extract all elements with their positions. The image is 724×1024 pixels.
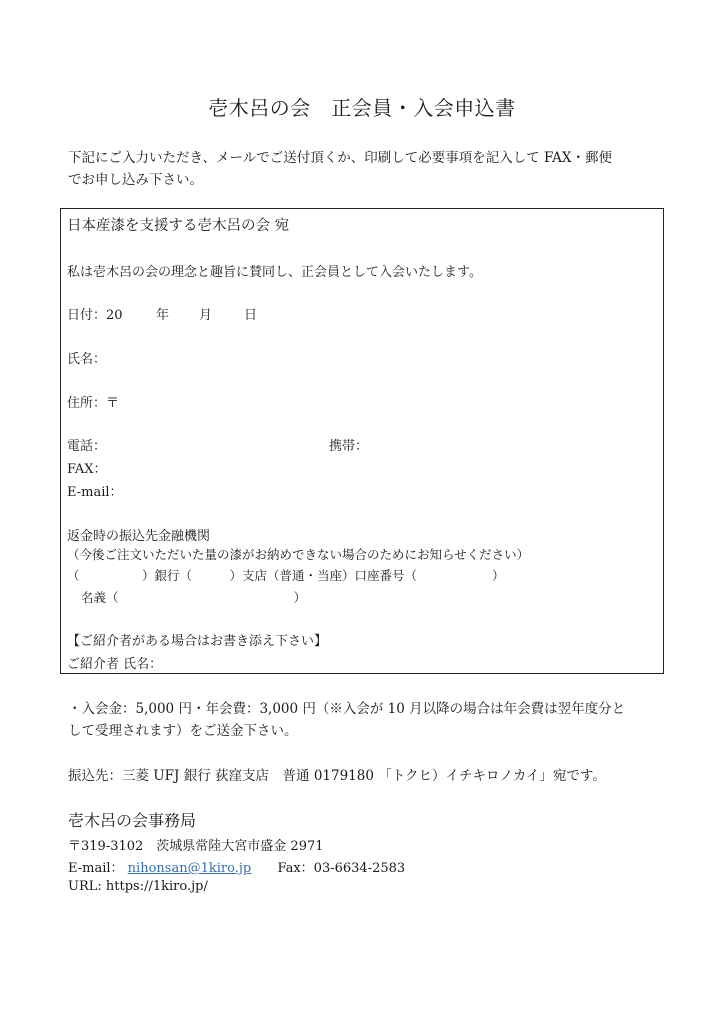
name-label: 氏名： xyxy=(67,352,107,367)
refund-note: （今後ご注文いただいた量の漆がお納めできない場合のためにお知らせください） xyxy=(67,547,530,562)
office-url: URL: https://1kiro.jp/ xyxy=(68,879,208,894)
fax-label: FAX： xyxy=(67,462,107,477)
phone-label: 電話： xyxy=(67,439,107,454)
day-label: 日 xyxy=(244,308,258,323)
address-label: 住所：〒 xyxy=(67,396,120,411)
page-title: 壱木呂の会 正会員・入会申込書 xyxy=(208,96,516,120)
application-form-box xyxy=(60,208,664,674)
referral-heading: 【ご紹介者がある場合はお書き添え下さい】 xyxy=(67,634,328,649)
refund-heading: 返金時の振込先金融機関 xyxy=(67,529,211,544)
form-statement: 私は壱木呂の会の理念と趣旨に賛同し、正会員として入会いたします。 xyxy=(67,265,482,280)
office-postal-address: 〒319-3102 茨城県常陸大宮市盛金 2971 xyxy=(68,839,324,854)
month-label: 月 xyxy=(199,308,213,323)
office-email-link[interactable]: nihonsan@1kiro.jp xyxy=(127,861,252,876)
transfer-info: 振込先：三菱 UFJ 銀行 荻窪支店 普通 0179180 「トクヒ）イチキロノカイ」宛です。 xyxy=(68,768,606,784)
office-title: 壱木呂の会事務局 xyxy=(68,811,197,830)
date-label: 日付：20 xyxy=(67,308,123,323)
fees-line-2: して受理されます）をご送金下さい。 xyxy=(68,723,298,739)
year-label: 年 xyxy=(156,308,170,323)
intro-line-1: 下記にご入力いただき、メールでご送付頂くか、印刷して必要事項を記入して FAX・郵便 xyxy=(68,150,613,166)
referral-name-label: ご紹介者 氏名： xyxy=(67,657,163,672)
bank-line: （ ）銀行（ ）支店（普通・当座）口座番号（ ） xyxy=(67,568,505,583)
office-email-label: E-mail： xyxy=(68,861,124,876)
mobile-label: 携帯： xyxy=(329,439,369,454)
email-label: E-mail： xyxy=(67,485,123,500)
intro-line-2: でお申し込み下さい。 xyxy=(68,172,203,188)
fees-line-1: ・入会金：5,000 円・年会費：3,000 円（※入会が 10 月以降の場合は年会費は翌年度分と xyxy=(68,701,626,717)
form-addressee: 日本産漆を支援する壱木呂の会 宛 xyxy=(67,218,290,234)
office-contact-line xyxy=(68,857,405,876)
office-fax: Fax：03-6634-2583 xyxy=(277,861,406,876)
account-holder-line: 名義（ ） xyxy=(81,590,307,605)
